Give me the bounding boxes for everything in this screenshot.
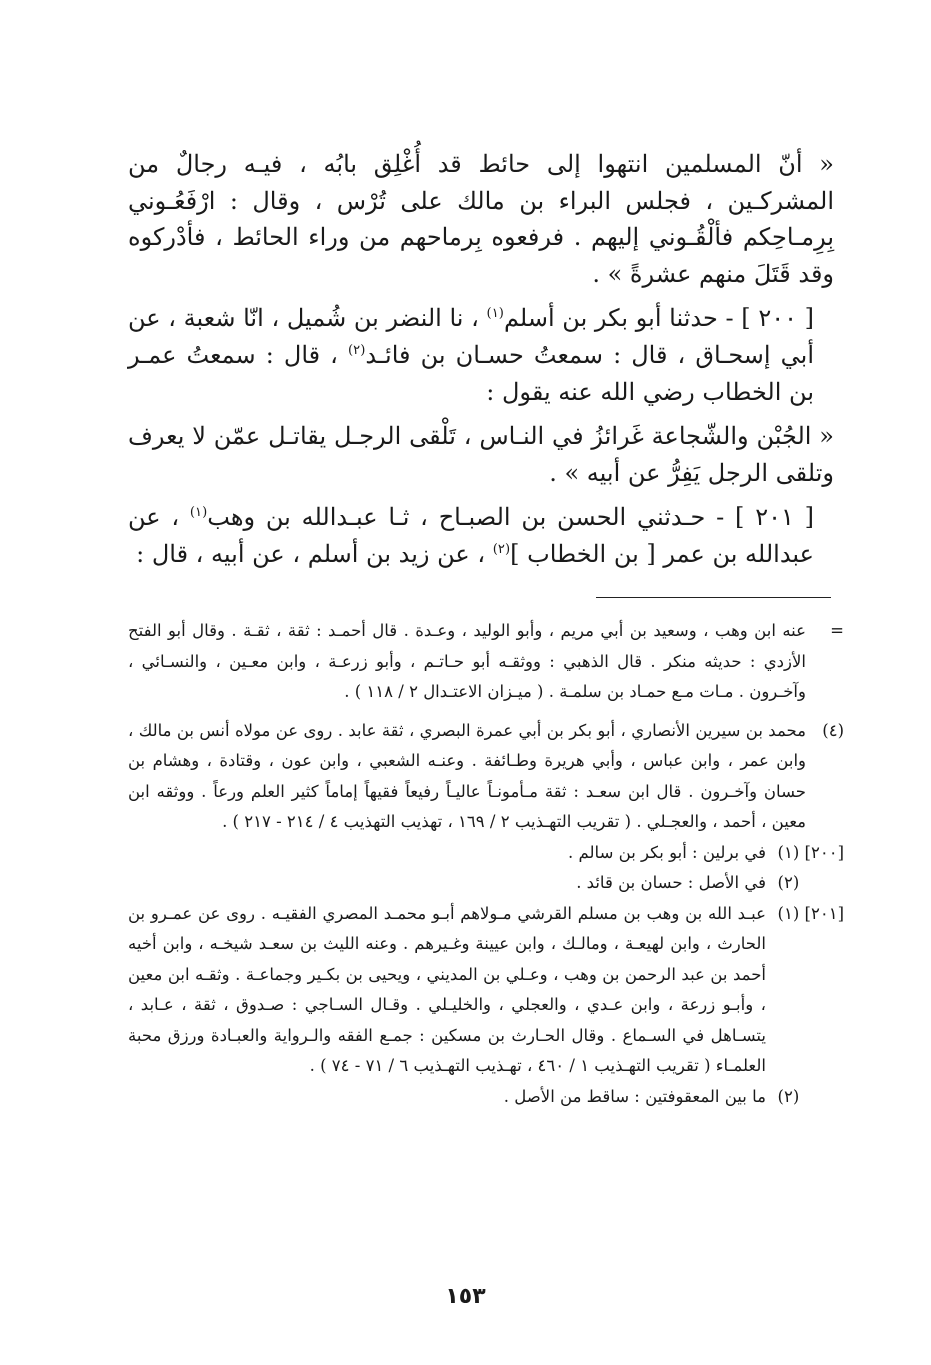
footnote-ref: (١) xyxy=(189,505,208,521)
footnote-text: محمد بن سيرين الأنصاري ، أبو بكر بن أبي عمرة البصري ، ثقة عابد . روى عن مولاه أنس بن مالك ، وابن عمر ، وابن عباس ، وأبي هريرة وطـائفة . وعنـه الشعبي ، وابن عون ، وقتادة ، وهشام بن حسان وآخـرون . قال ابن سعـد : ثقة مـأمونـاً عاليـاً رفيعاً فقيهاً إماماً كثير العلم ورعاً . ووثقه ابن معين ، أحمد ، والعجـلي . ( تقريب التهـذيب ٢ / ١٦٩ ، تهذيب التهذيب ٤ / ٢١٤ - ٢١٧ ) . xyxy=(128,720,806,831)
footnotes xyxy=(128,616,844,1112)
hadith-200-matn: « الجُبْن والشّجاعة غَرائزُ في النـاس ، تَلْقى الرجـل يقاتـل عمّن لا يعرف وتلقى الرجل يَفِرُّ عن أبيه » . xyxy=(128,422,834,487)
footnote-group-tag xyxy=(766,868,844,899)
footnote-mark: (٢) xyxy=(777,873,800,892)
footnote-continuation xyxy=(128,616,844,708)
footnote-group-tag xyxy=(766,899,844,1082)
footnote-group-tag xyxy=(766,838,844,869)
footnote-text: في الأصل : حسان بن قائد . xyxy=(576,873,766,892)
footnote-ref: (٢) xyxy=(492,541,511,557)
hadith-201-isnad-middle: ، عن عبدالله بن عمر [ بن الخطاب ] xyxy=(128,503,814,568)
group-label: [٢٠٠] xyxy=(804,842,844,862)
hadith-201-isnad-start: [ ٢٠١ ] - حـدثني الحسن بن الصبـاح ، ثـا عبـدالله بن وهب xyxy=(207,503,814,532)
footnote-201-2 xyxy=(128,1082,844,1113)
footnote-mark: = xyxy=(830,621,844,640)
footnote-mark: (١) xyxy=(777,842,800,862)
hadith-201-isnad-end: ، عن زيد بن أسلم ، عن أبيه ، قال : xyxy=(136,539,493,568)
footnote-ref: (١) xyxy=(486,306,504,322)
footnote-separator xyxy=(596,597,831,598)
footnote-201-1 xyxy=(128,899,844,1082)
page-number: ١٥٣ xyxy=(445,1284,486,1309)
footnote-mark: (٤) xyxy=(822,720,844,740)
hadith-200-paragraph xyxy=(128,300,834,410)
hadith-200-isnad-end: ، قال : سمعتُ عمـر بن الخطاب رضي الله عنه يقول : xyxy=(128,340,814,406)
hadith-200-isnad-start: [ ٢٠٠ ] - حدثنا أبو بكر بن أسلم xyxy=(503,304,815,333)
hadith-200-isnad-middle: ، نا النضر بن شُميل ، انّا شعبة ، عن أبي إسحـاق ، قال : سمعتُ حسـان بن فائـد xyxy=(128,304,815,369)
footnote-group-tag xyxy=(766,1082,844,1113)
hadith-201-paragraph xyxy=(128,499,834,572)
footnote-text: عبـد الله بن وهب بن مسلم القرشي مـولاهم أبـو محمـد المصري الفقيـه . روى عن عمـرو بن الحارث ، وابن لهيعـة ، ومالـك ، وابن عيينة وغـيرهم . وعنه الليث بن سعـد شيخـه ، وابن أخيه أحمد بن عبد الرحمن بن وهب ، وعـلي بن المديني ، ويحيى بن بكـير وجماعـة . وثقـه ابن معين ، وأبـو زرعة ، وابن عـدي ، والعجلي ، والخليـلي . وقـال السـاجي : صـدوق ، ثقة ، عـابد ، يتسـاهل في السـماع . وقال الحـارث بن مسكين : جمـع الفقه والـرواية والعبـادة ورزق محبة العلمـاء ( تقريب التهـذيب ١ / ٤٦٠ ، تهـذيب التهـذيب ٦ / ٧١ - ٧٤ ) . xyxy=(128,903,766,1075)
footnote-mark: (١) xyxy=(777,903,800,923)
group-label: [٢٠١] xyxy=(804,903,844,923)
footnote-200-2 xyxy=(128,868,844,899)
footnote-text: ما بين المعقوفتين : ساقط من الأصل . xyxy=(503,1086,766,1106)
footnote-text: عنه ابن وهب ، وسعيد بن أبي مريم ، وأبو الوليد ، وعـدة . قال أحمـد : ثقة ، ثقـة . وقال أبو الفتح الأزدي : حديثه منكر . قال الذهبي : ووثقـه أبو حـاتـم ، وأبو زرعـة ، وابن معـين ، والنسـائي ، وآخـرون . مـات مـع حمـاد بن سلمـة . ( ميـزان الاعتـدال ٢ / ١١٨ ) . xyxy=(128,621,806,701)
footnote-mark: (٢) xyxy=(777,1086,800,1106)
footnote-text: في برلين : أبو بكر بن سالم . xyxy=(568,842,766,862)
quote-paragraph: « أنّ المسلمين انتهوا إلى حائط قد أُغْلِق بابُه ، فيـه رجالٌ من المشركـين ، فجلس البراء بن مالك على تُرْس ، وقال : ارْفَعُـوني بِرِمـاحِكم فألْقُـوني إليهم . فرفعوه بِرماحهم من وراء الحائط ، فأدْركوه وقد قَتَلَ منهم عشرةً » . xyxy=(128,150,834,288)
main-text xyxy=(128,146,834,573)
footnote-ref: (٢) xyxy=(348,342,366,358)
footnote-4 xyxy=(128,716,844,838)
footnote-200-1 xyxy=(128,838,844,869)
